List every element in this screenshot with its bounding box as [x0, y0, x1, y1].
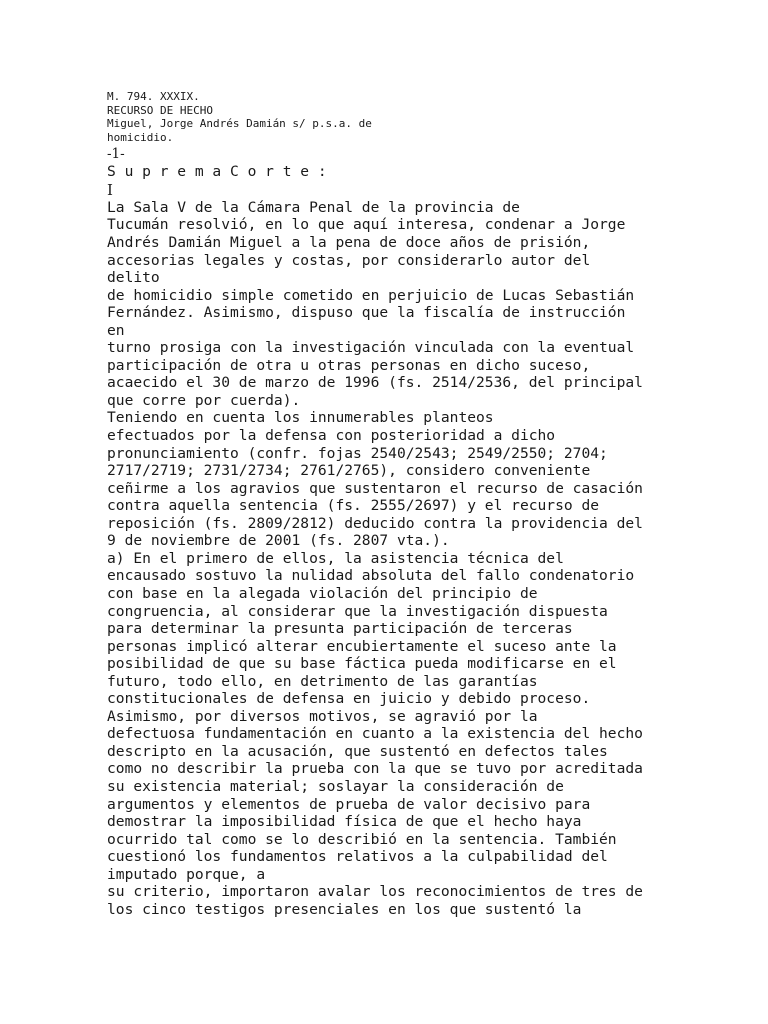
body-line: de homicidio simple cometido en perjuicio de Lucas Sebastián [107, 286, 635, 304]
body-line: a) En el primero de ellos, la asistencia técnica del [107, 549, 564, 567]
body-line: Fernández. Asimismo, dispuso que la fiscalía de instrucción [107, 304, 626, 322]
case-offense: homicidio. [107, 130, 174, 144]
body-line: La Sala V de la Cámara Penal de la provincia de [107, 198, 520, 216]
body-line: cuestionó los fundamentos relativos a la culpabilidad del [107, 848, 608, 866]
body-line: los cinco testigos presenciales en los que sustentó la [107, 900, 582, 918]
body-line: su criterio, importaron avalar los reconocimientos de tres de [107, 883, 643, 901]
court-heading: S u p r e m a C o r t e : [107, 163, 327, 181]
body-line: Tucumán resolvió, en lo que aquí interesa, condenar a Jorge [107, 216, 626, 234]
body-line: constitucionales de defensa en juicio y debido proceso. [107, 690, 591, 708]
body-line: acaecido el 30 de marzo de 1996 (fs. 2514/2536, del principal [107, 374, 643, 392]
body-line: 2717/2719; 2731/2734; 2761/2765), considero conveniente [107, 462, 591, 480]
body-line: pronunciamiento (confr. fojas 2540/2543; 2549/2550; 2704; [107, 444, 608, 462]
case-number: M. 794. XXXIX. [107, 90, 200, 103]
page-number: -1- [107, 146, 125, 163]
body-line: efectuados por la defensa con posterioridad a dicho [107, 427, 556, 445]
body-line: su existencia material; soslayar la consideración de [107, 777, 564, 795]
body-line: Teniendo en cuenta los innumerables planteos [107, 409, 494, 427]
body-line: descripto en la acusación, que sustentó en defectos tales [107, 742, 608, 760]
body-line: delito [107, 269, 160, 287]
body-line: ocurrido tal como se lo describió en la sentencia. También [107, 830, 617, 848]
body-line: turno prosiga con la investigación vinculada con la eventual [107, 339, 635, 357]
body-line: Asimismo, por diversos motivos, se agravió por la [107, 707, 538, 725]
body-line: congruencia, al considerar que la investigación dispuesta [107, 602, 608, 620]
body-line: para determinar la presunta participación de terceras [107, 620, 573, 638]
body-line: posibilidad de que su base fáctica pueda modificarse en el [107, 655, 617, 673]
body-line: participación de otra u otras personas en dicho suceso, [107, 356, 591, 374]
body-line: con base en la alegada violación del principio de [107, 584, 538, 602]
body-line: imputado porque, a [107, 865, 266, 883]
body-line: 9 de noviembre de 2001 (fs. 2807 vta.). [107, 532, 450, 550]
body-line: encausado sostuvo la nulidad absoluta del fallo condenatorio [107, 567, 635, 585]
section-numeral: I [107, 180, 113, 199]
body-line: ceñirme a los agravios que sustentaron el recurso de casación [107, 479, 643, 497]
body-line: reposición (fs. 2809/2812) deducido contra la providencia del [107, 514, 643, 532]
body-line: contra aquella sentencia (fs. 2555/2697) y el recurso de [107, 497, 600, 515]
document-body [107, 199, 707, 918]
body-line: en [107, 321, 125, 339]
body-line: personas implicó alterar encubiertamente el suceso ante la [107, 637, 617, 655]
body-line: demostrar la imposibilidad física de que el hecho haya [107, 813, 582, 831]
body-line: accesorias legales y costas, por considerarlo autor del [107, 251, 591, 269]
body-line: que corre por cuerda). [107, 391, 301, 409]
case-type: RECURSO DE HECHO [107, 103, 213, 117]
body-line: futuro, todo ello, en detrimento de las garantías [107, 672, 538, 690]
body-line: como no describir la prueba con la que se tuvo por acreditada [107, 760, 643, 778]
body-line: argumentos y elementos de prueba de valor decisivo para [107, 795, 591, 813]
body-line: Andrés Damián Miguel a la pena de doce años de prisión, [107, 234, 591, 252]
body-line: defectuosa fundamentación en cuanto a la existencia del hecho [107, 725, 643, 743]
case-parties: Miguel, Jorge Andrés Damián s/ p.s.a. de [107, 117, 372, 131]
case-header [107, 90, 707, 144]
document-page [107, 90, 707, 918]
